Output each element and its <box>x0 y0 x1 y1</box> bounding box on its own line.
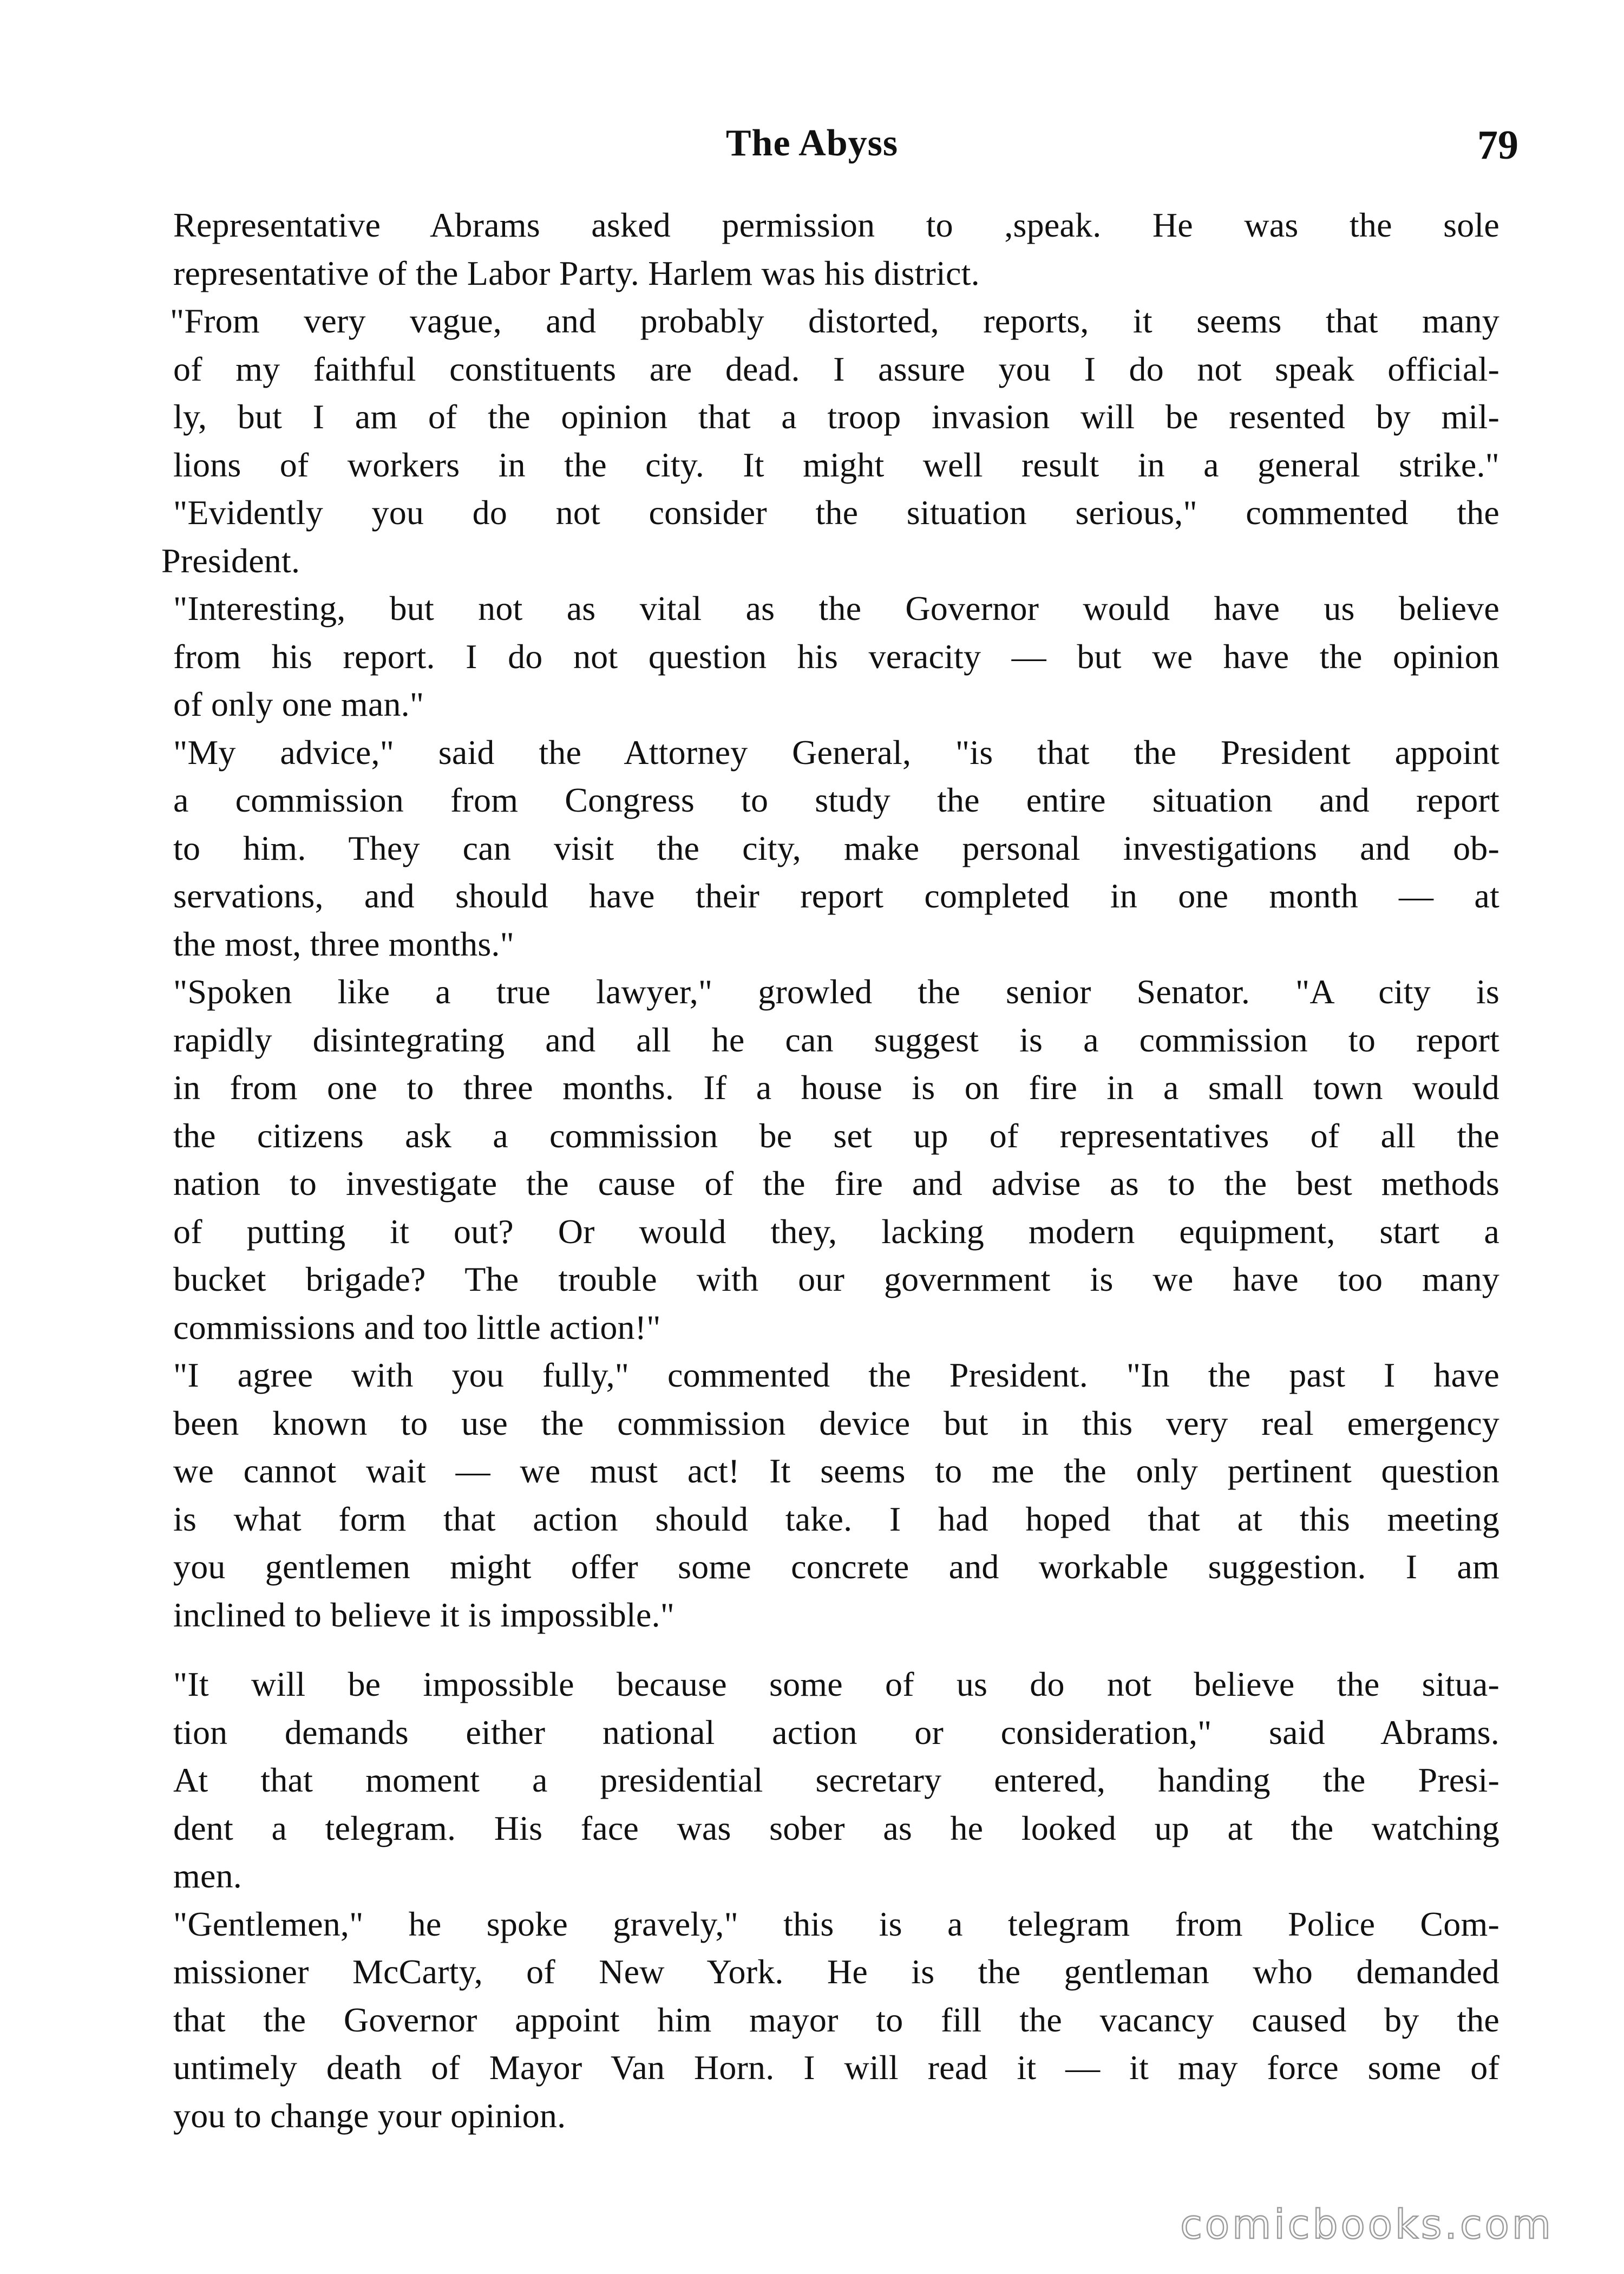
paragraph <box>161 489 1499 585</box>
text-line: "Spoken like a true lawyer," growled the senior Senator. "A city is <box>173 972 1499 1011</box>
text-line: servations, and should have their report completed in one month — at <box>173 877 1499 915</box>
text-line: of my faithful constituents are dead. I assure you I do not speak official- <box>173 349 1499 388</box>
text-line: been known to use the commission device but in this very real emergency <box>173 1403 1499 1442</box>
text-line: tion demands either national action or consideration," said Abrams. <box>173 1713 1499 1752</box>
text-line: lions of workers in the city. It might well result in a general strike." <box>173 445 1499 484</box>
text-line: men. <box>173 1857 242 1895</box>
paragraph <box>173 968 1499 1351</box>
text-line: the most, three months." <box>173 924 514 963</box>
text-line: missioner McCarty, of New York. He is the gentleman who demanded <box>173 1952 1499 1991</box>
text-line: Representative Abrams asked permission to ,speak. He was the sole <box>173 206 1499 244</box>
text-line: of putting it out? Or would they, lacking modern equipment, start a <box>173 1212 1499 1251</box>
paragraph <box>173 1756 1499 1900</box>
text-line: is what form that action should take. I had hoped that at this meeting <box>173 1499 1499 1538</box>
text-line: dent a telegram. His face was sober as he looked up at the watching <box>173 1808 1499 1847</box>
text-line: from his report. I do not question his veracity — but we have the opinion <box>173 637 1499 676</box>
paragraph <box>170 297 1499 489</box>
text-line: you gentlemen might offer some concrete and workable suggestion. I am <box>173 1547 1499 1586</box>
text-line: commissions and too little action!" <box>173 1308 661 1347</box>
paragraph <box>173 585 1499 729</box>
text-line: you to change your opinion. <box>173 2096 566 2135</box>
text-line: "Evidently you do not consider the situation serious," commented the <box>173 493 1499 532</box>
body-text <box>161 201 1499 2140</box>
text-line: to him. They can visit the city, make personal investigations and ob- <box>173 828 1499 867</box>
text-line: At that moment a presidential secretary entered, handing the Presi- <box>173 1761 1499 1799</box>
text-line: representative of the Labor Party. Harlem was his district. <box>173 253 980 292</box>
paragraph <box>173 1661 1499 1756</box>
text-line: the citizens ask a commission be set up of representatives of all the <box>173 1116 1499 1155</box>
text-line: inclined to believe it is impossible." <box>173 1595 675 1634</box>
text-line: rapidly disintegrating and all he can suggest is a commission to report <box>173 1020 1499 1059</box>
text-line: "Interesting, but not as vital as the Governor would have us believe <box>173 589 1499 628</box>
text-line: that the Governor appoint him mayor to fill the vacancy caused by the <box>173 2000 1499 2039</box>
text-line: "I agree with you fully," commented the President. "In the past I have <box>173 1356 1499 1394</box>
text-line: bucket brigade? The trouble with our government is we have too many <box>173 1260 1499 1298</box>
text-line: nation to investigate the cause of the fire and advise as to the best methods <box>173 1164 1499 1203</box>
chapter-title: The Abyss <box>725 122 899 164</box>
text-line: a commission from Congress to study the entire situation and report <box>173 781 1499 819</box>
text-line: in from one to three months. If a house is on fire in a small town would <box>173 1068 1499 1107</box>
text-line: "From very vague, and probably distorted, reports, it seems that many <box>170 302 1499 340</box>
paragraph <box>173 729 1499 969</box>
page-number: 79 <box>1477 122 1518 168</box>
text-line: "It will be impossible because some of us do not believe the situa- <box>173 1665 1499 1703</box>
text-line: we cannot wait — we must act! It seems to me the only pertinent question <box>173 1452 1499 1490</box>
site-watermark: comicbooks.com <box>1180 2201 1554 2248</box>
paragraph <box>173 1900 1499 2140</box>
text-line: untimely death of Mayor Van Horn. I will read it — it may force some of <box>173 2048 1499 2087</box>
text-line: President. <box>161 541 300 580</box>
text-line: "My advice," said the Attorney General, "is that the President appoint <box>173 733 1499 772</box>
text-line: of only one man." <box>173 685 424 723</box>
paragraph <box>173 201 1499 297</box>
paragraph <box>173 1351 1499 1639</box>
running-head <box>0 122 1624 181</box>
text-line: "Gentlemen," he spoke gravely," this is a telegram from Police Com- <box>173 1904 1499 1943</box>
text-line: ly, but I am of the opinion that a troop invasion will be resented by mil- <box>173 397 1499 436</box>
